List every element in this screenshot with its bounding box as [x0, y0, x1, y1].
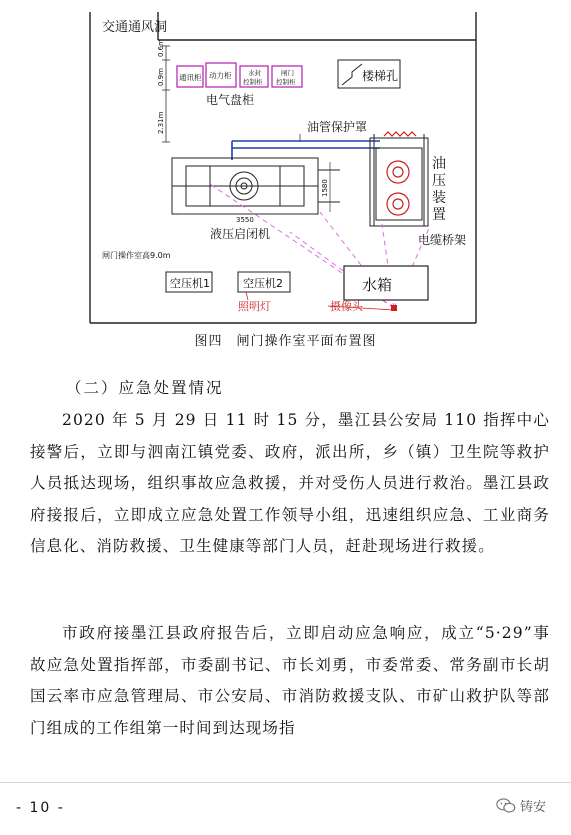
oil-unit-label: 油 压 装 置 — [432, 156, 446, 223]
dimension-side-label: 2.31m — [157, 111, 165, 134]
paragraph-1: 2020 年 5 月 29 日 11 时 15 分，墨江县公安局 110 指挥中心接警后，立即与泗南江镇党委、政府，派出所，乡（镇）卫生院等救护人员抵达现场，组织事故应急救援，并对受伤人员进行救治。墨江县政府接报后，立即成立应急处置工作领导小组，迅速组织应急、工业商务信息化、消防救援、卫生健康等部门人员，赶赴现场进行救援。 — [30, 411, 550, 555]
section-heading: （二）应急处置情况 — [66, 379, 224, 397]
cable-tray-label: 电缆桥架 — [418, 233, 467, 247]
dimension-mid-label: 0.9m — [157, 68, 165, 86]
figure-caption: 图四 闸门操作室平面布置图 — [194, 334, 377, 349]
lighting-label: 照明灯 — [238, 300, 271, 313]
floor-plan-diagram — [0, 0, 571, 330]
watermark — [496, 796, 546, 815]
traffic-tunnel-label: 交通通风洞 — [102, 20, 168, 35]
cabinet-hydro-label-1: 水封 — [248, 69, 261, 77]
footer-divider — [0, 782, 571, 783]
paragraph-2: 市政府接墨江县政府报告后，立即启动应急响应，成立“5·29”事故应急处置指挥部，市委副书记、市长刘勇，市委常委、常务副市长胡国云率市应急管理局、市公安局、市消防救援支队、市矿山救护队等部门组成的工作组第一时间到达现场指 — [30, 624, 550, 737]
cabinet-gate-label-1: 闸门 — [281, 69, 294, 77]
hoist-height-label: 1580 — [321, 179, 329, 197]
electric-panel-label: 电气盘柜 — [206, 93, 255, 107]
oil-pipe-guard-label: 油管保护罩 — [307, 120, 368, 134]
lighting-leader — [246, 292, 248, 300]
cabinet-comm-label: 通讯柜 — [179, 73, 202, 82]
cabinet-power-label: 动力柜 — [209, 71, 232, 80]
page-number: - 10 - — [16, 800, 65, 816]
water-tank-label: 水箱 — [362, 276, 393, 294]
operation-room-height-label: 闸门操作室高9.0m — [102, 251, 171, 260]
hoist-label: 液压启闭机 — [210, 227, 271, 241]
hydraulic-hoist — [172, 158, 340, 214]
hoist-width-label: 3550 — [236, 216, 254, 224]
watermark-text: 铸安 — [520, 800, 547, 815]
oil-unit-reservoirs — [384, 132, 416, 215]
compressor-1-label: 空压机1 — [170, 277, 210, 290]
compressor-2-label: 空压机2 — [243, 277, 283, 290]
cabinet-gate-label-2: 控制柜 — [276, 78, 296, 86]
camera-marker — [391, 305, 397, 311]
cabinet-hydro-label-2: 控制柜 — [243, 78, 263, 86]
oil-pressure-unit — [370, 134, 428, 226]
wechat-logo-icon — [496, 797, 516, 815]
oil-pipe-guard — [232, 141, 380, 160]
stairwell-label: 楼梯孔 — [362, 69, 399, 83]
camera-label: 摄像头 — [330, 300, 363, 313]
dimension-top-label: 0.6m — [157, 39, 165, 57]
